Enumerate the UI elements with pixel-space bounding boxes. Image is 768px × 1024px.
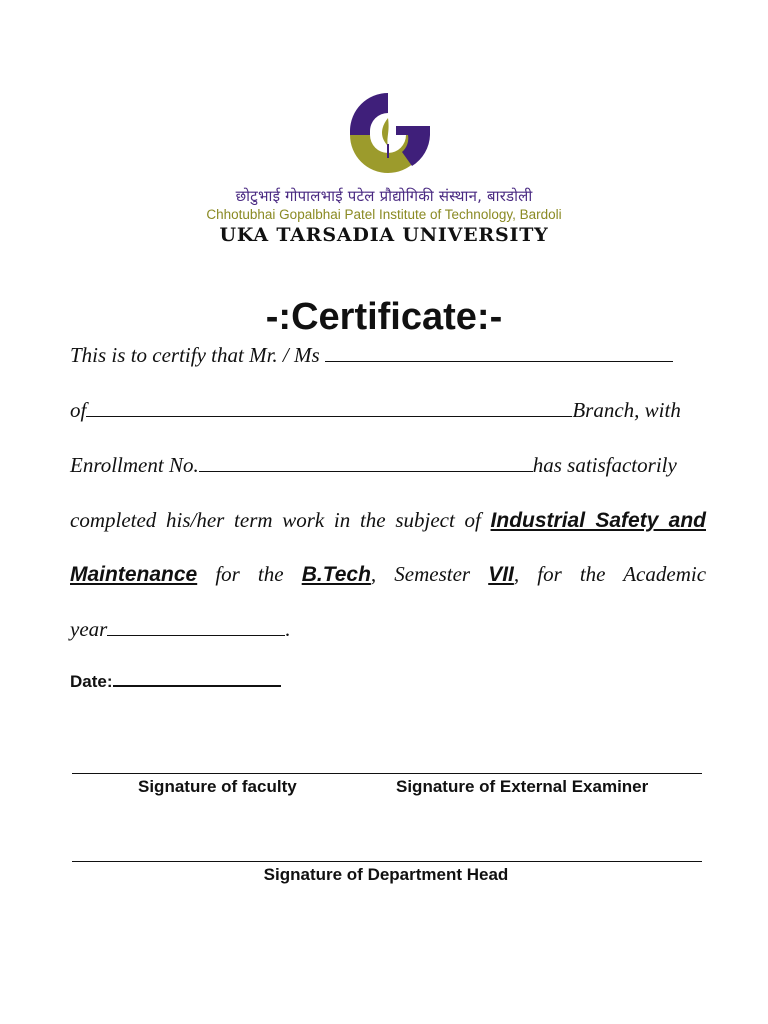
logo-wick — [387, 144, 389, 158]
date-blank — [113, 684, 281, 687]
subject-name-part2: Maintenance — [70, 563, 198, 586]
body-line-5 — [70, 562, 706, 587]
institute-name-english: Chhotubhai Gopalbhai Patel Institute of Technology, Bardoli — [206, 207, 562, 222]
date-row — [70, 672, 281, 692]
completed-text: completed his/her term work in the subject of — [70, 508, 481, 532]
branch-text: Branch, with — [572, 398, 681, 422]
name-blank — [325, 360, 673, 362]
logo-purple-arc — [350, 93, 388, 131]
body-line-3 — [70, 453, 706, 478]
certify-text: This is to certify that Mr. / Ms — [70, 343, 320, 367]
department-head-signature-label: Signature of Department Head — [263, 865, 509, 884]
body-line-1 — [70, 343, 706, 368]
external-examiner-signature-label: Signature of External Examiner — [396, 777, 649, 796]
academic-text: , for the Academic — [513, 562, 707, 586]
logo-flame — [382, 118, 389, 146]
year-blank — [107, 634, 285, 636]
signature-line-bottom — [72, 861, 702, 862]
enrollment-blank — [199, 470, 533, 472]
certificate-title: -:Certificate:- — [265, 296, 503, 338]
body-line-2 — [70, 398, 706, 423]
logo-purple-bar — [350, 131, 370, 135]
semester-value: VII — [488, 563, 514, 586]
satisfactorily-text: has satisfactorily — [532, 453, 677, 477]
of-text: of — [70, 398, 87, 422]
signature-line-top — [72, 773, 702, 774]
faculty-signature-label: Signature of faculty — [138, 777, 297, 796]
year-label: year — [70, 617, 108, 641]
degree-name: B.Tech — [301, 563, 371, 586]
institute-logo — [342, 88, 434, 174]
for-the-text: for the — [215, 562, 284, 586]
branch-blank — [86, 415, 572, 417]
semester-label: , Semester — [370, 562, 471, 586]
date-label: Date: — [70, 672, 113, 691]
subject-name-part1: Industrial Safety and — [490, 509, 706, 532]
year-period: . — [285, 617, 291, 641]
enrollment-label: Enrollment No. — [70, 453, 199, 477]
body-line-4 — [70, 508, 706, 533]
university-name: UKA TARSADIA UNIVERSITY — [219, 224, 549, 246]
body-line-6 — [70, 617, 706, 642]
institute-name-hindi: छोटुभाई गोपालभाई पटेल प्रौद्योगिकी संस्थान, बारडोली — [235, 187, 533, 205]
